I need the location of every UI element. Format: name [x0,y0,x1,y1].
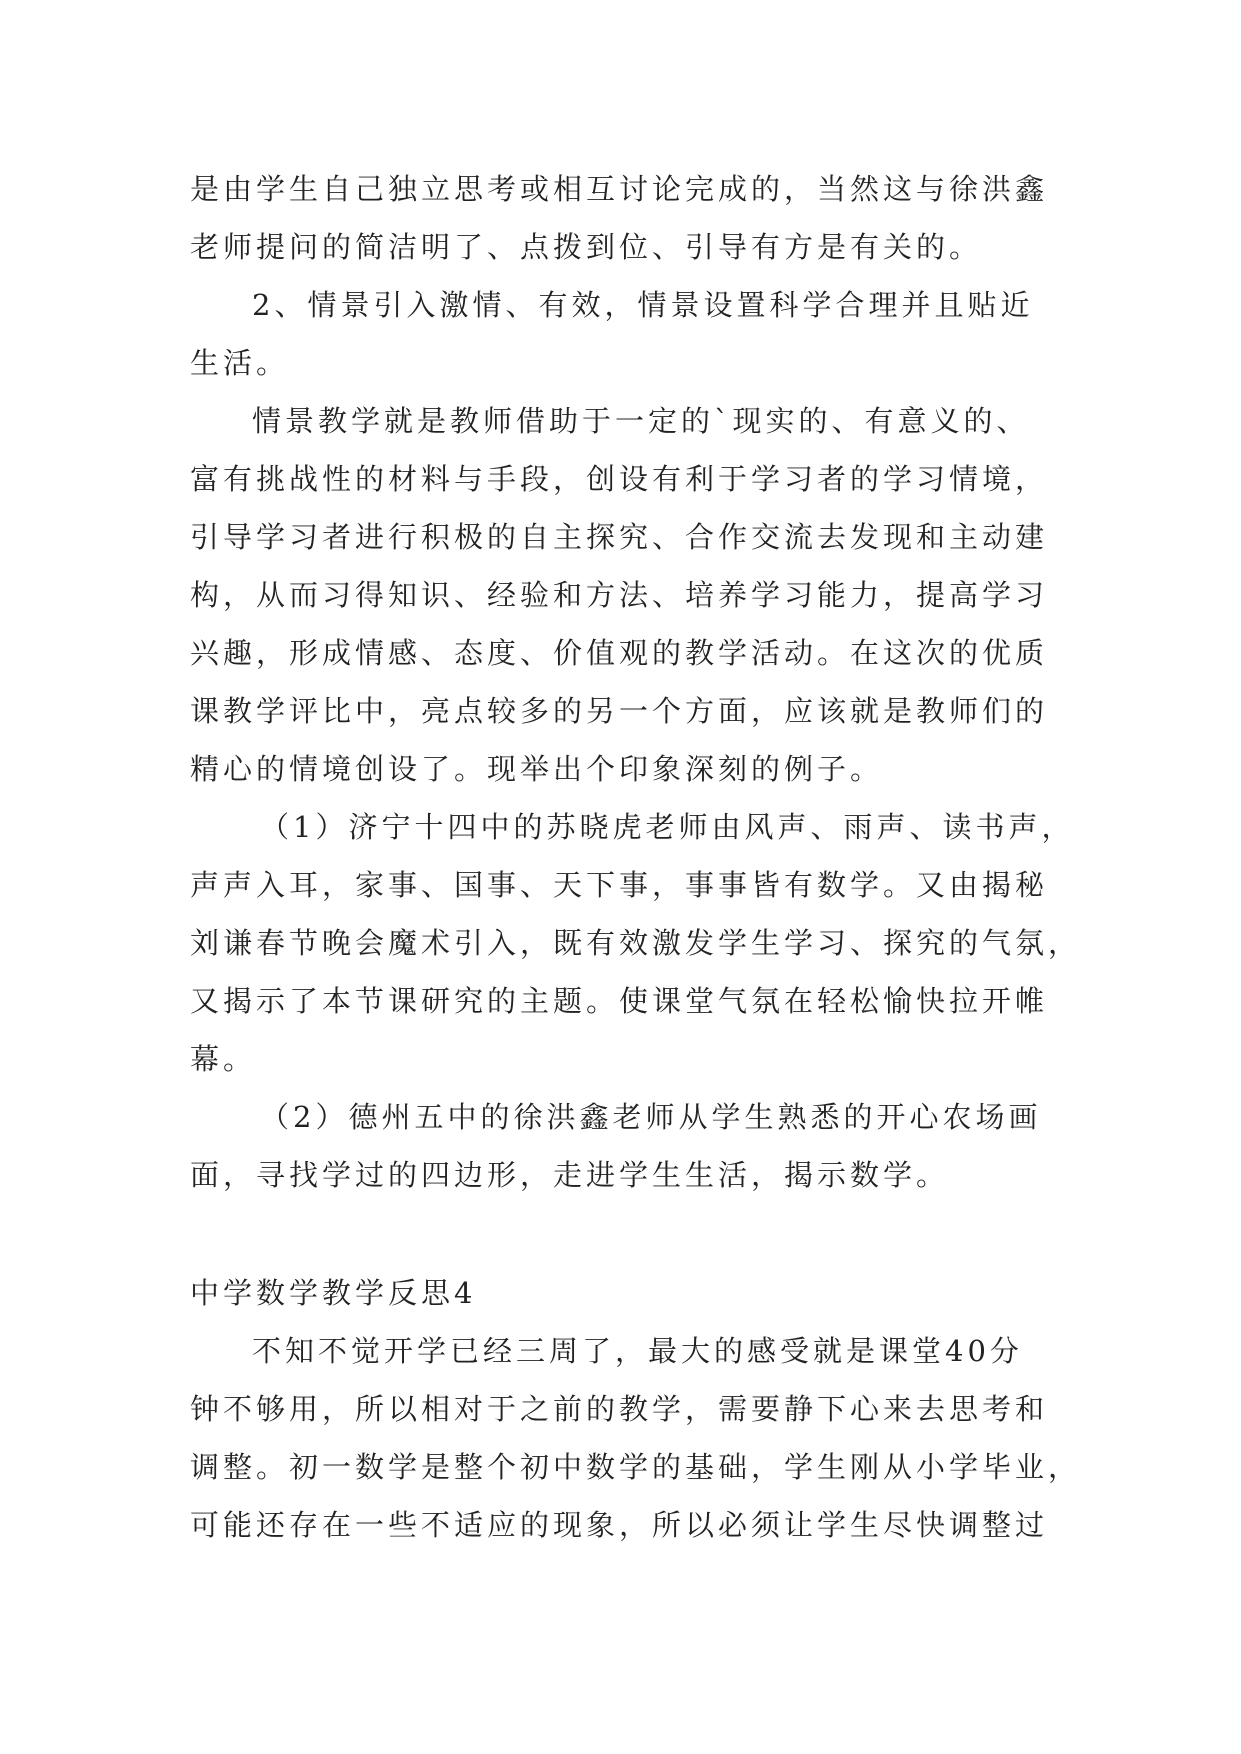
example-line: 面，寻找学过的四边形，走进学生生活，揭示数学。 [190,1158,950,1192]
paragraph-line: 钟不够用，所以相对于之前的教学，需要静下心来去思考和 [190,1392,1049,1426]
document-body [190,160,1082,1554]
example-line: 又揭示了本节课研究的主题。使课堂气氛在轻松愉快拉开帷 [190,984,1049,1018]
example-line: （2）德州五中的徐洪鑫老师从学生熟悉的开心农场画 [260,1100,1042,1134]
section-title: 中学数学教学反思4 [190,1276,477,1310]
example-line: 幕。 [190,1042,257,1076]
paragraph-line: 富有挑战性的材料与手段，创设有利于学习者的学习情境， [190,462,1049,496]
paragraph-line: 课教学评比中，亮点较多的另一个方面，应该就是教师们的 [190,694,1049,728]
paragraph-line: 兴趣，形成情感、态度、价值观的教学活动。在这次的优质 [190,636,1049,670]
paragraph-line: 不知不觉开学已经三周了，最大的感受就是课堂40分 [252,1334,1023,1368]
section-gap [190,1204,1060,1264]
point-heading-cont: 生活。 [190,346,290,380]
example-line: 刘谦春节晚会魔术引入，既有效激发学生学习、探究的气氛， [190,926,1082,960]
example-line: （1）济宁十四中的苏晓虎老师由风声、雨声、读书声， [260,810,1075,844]
text-line: 老师提问的简洁明了、点拨到位、引导有方是有关的。 [190,230,983,264]
paragraph-line: 情景教学就是教师借助于一定的`现实的、有意义的、 [252,404,1030,438]
paragraph-line: 构，从而习得知识、经验和方法、培养学习能力，提高学习 [190,578,1049,612]
text-line: 是由学生自己独立思考或相互讨论完成的，当然这与徐洪鑫 [190,172,1049,206]
paragraph-line: 可能还存在一些不适应的现象，所以必须让学生尽快调整过 [190,1508,1049,1542]
paragraph-line: 引导学习者进行积极的自主探究、合作交流去发现和主动建 [190,520,1049,554]
paragraph-line: 调整。初一数学是整个初中数学的基础，学生刚从小学毕业， [190,1450,1082,1484]
paragraph-line: 精心的情境创设了。现举出个印象深刻的例子。 [190,752,884,786]
example-line: 声声入耳，家事、国事、天下事，事事皆有数学。又由揭秘 [190,868,1049,902]
point-heading: 2、情景引入激情、有效，情景设置科学合理并且贴近 [252,288,1034,322]
